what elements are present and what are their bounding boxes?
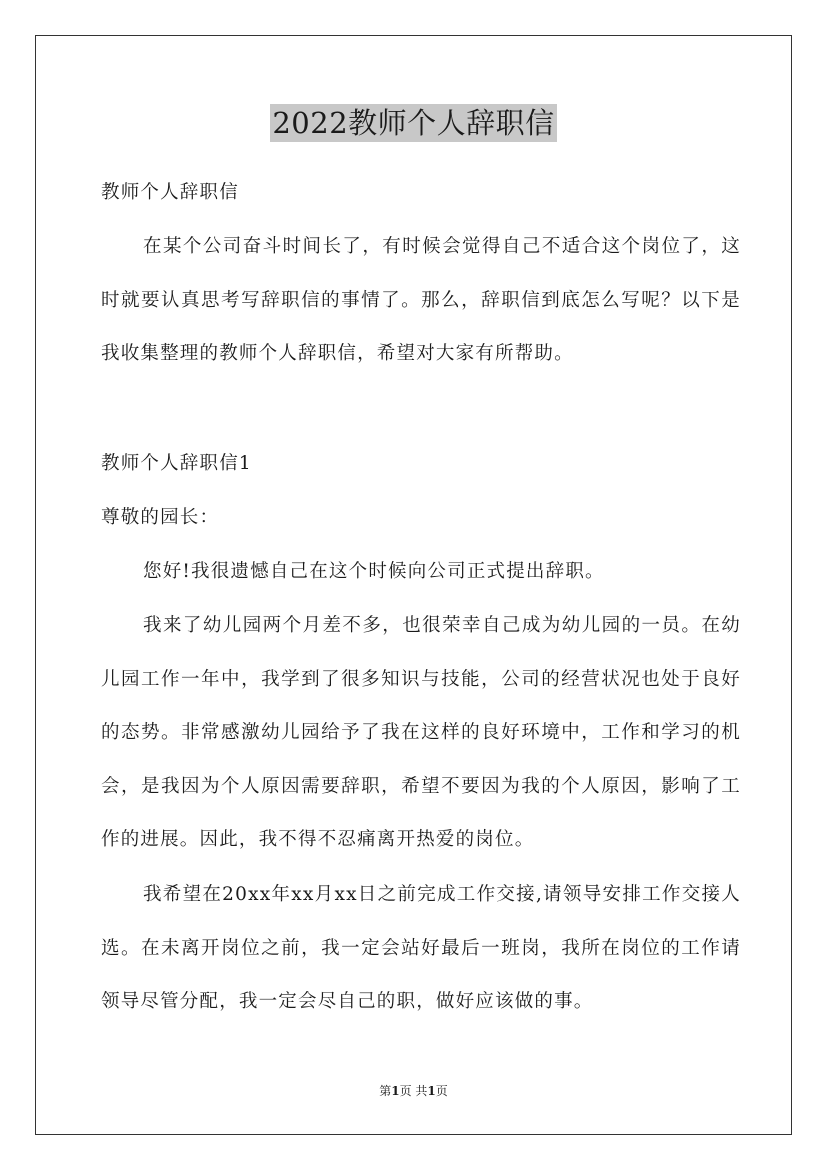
footer-page-total: 1 xyxy=(427,1084,436,1098)
document-title: 2022教师个人辞职信 xyxy=(272,106,555,140)
footer-page-current: 1 xyxy=(391,1084,400,1098)
body-paragraph-1: 您好!我很遗憾自己在这个时候向公司正式提出辞职。 xyxy=(143,561,605,582)
page-footer xyxy=(0,1083,827,1099)
subtitle: 教师个人辞职信 xyxy=(101,182,239,203)
body-paragraph-3: 我希望在20xx年xx月xx日之前完成工作交接,请领导安排工作交接人选。在未离开岗位之前，我一定会站好最后一班岗，我所在岗位的工作请领导尽管分配，我一定会尽自己的职，做好应该做的事。 xyxy=(101,884,741,1012)
body-paragraph-2: 我来了幼儿园两个月差不多，也很荣幸自己成为幼儿园的一员。在幼儿园工作一年中，我学到了很多知识与技能，公司的经营状况也处于良好的态势。非常感激幼儿园给予了我在这样的良好环境中，工作和学习的机会，是我因为个人原因需要辞职，希望不要因为我的个人原因，影响了工作的进展。因此，我不得不忍痛离开热爱的岗位。 xyxy=(101,615,741,850)
salutation: 尊敬的园长： xyxy=(101,507,220,528)
intro-paragraph: 在某个公司奋斗时间长了，有时候会觉得自己不适合这个岗位了，这时就要认真思考写辞职信的事情了。那么，辞职信到底怎么写呢？以下是我收集整理的教师个人辞职信，希望对大家有所帮助。 xyxy=(101,236,741,364)
footer-page-suffix: 页 xyxy=(435,1084,448,1098)
footer-page-mid: 页 共 xyxy=(399,1084,428,1098)
section-heading: 教师个人辞职信1 xyxy=(101,453,252,474)
footer-page-prefix: 第 xyxy=(379,1084,392,1098)
title-container xyxy=(0,104,827,142)
